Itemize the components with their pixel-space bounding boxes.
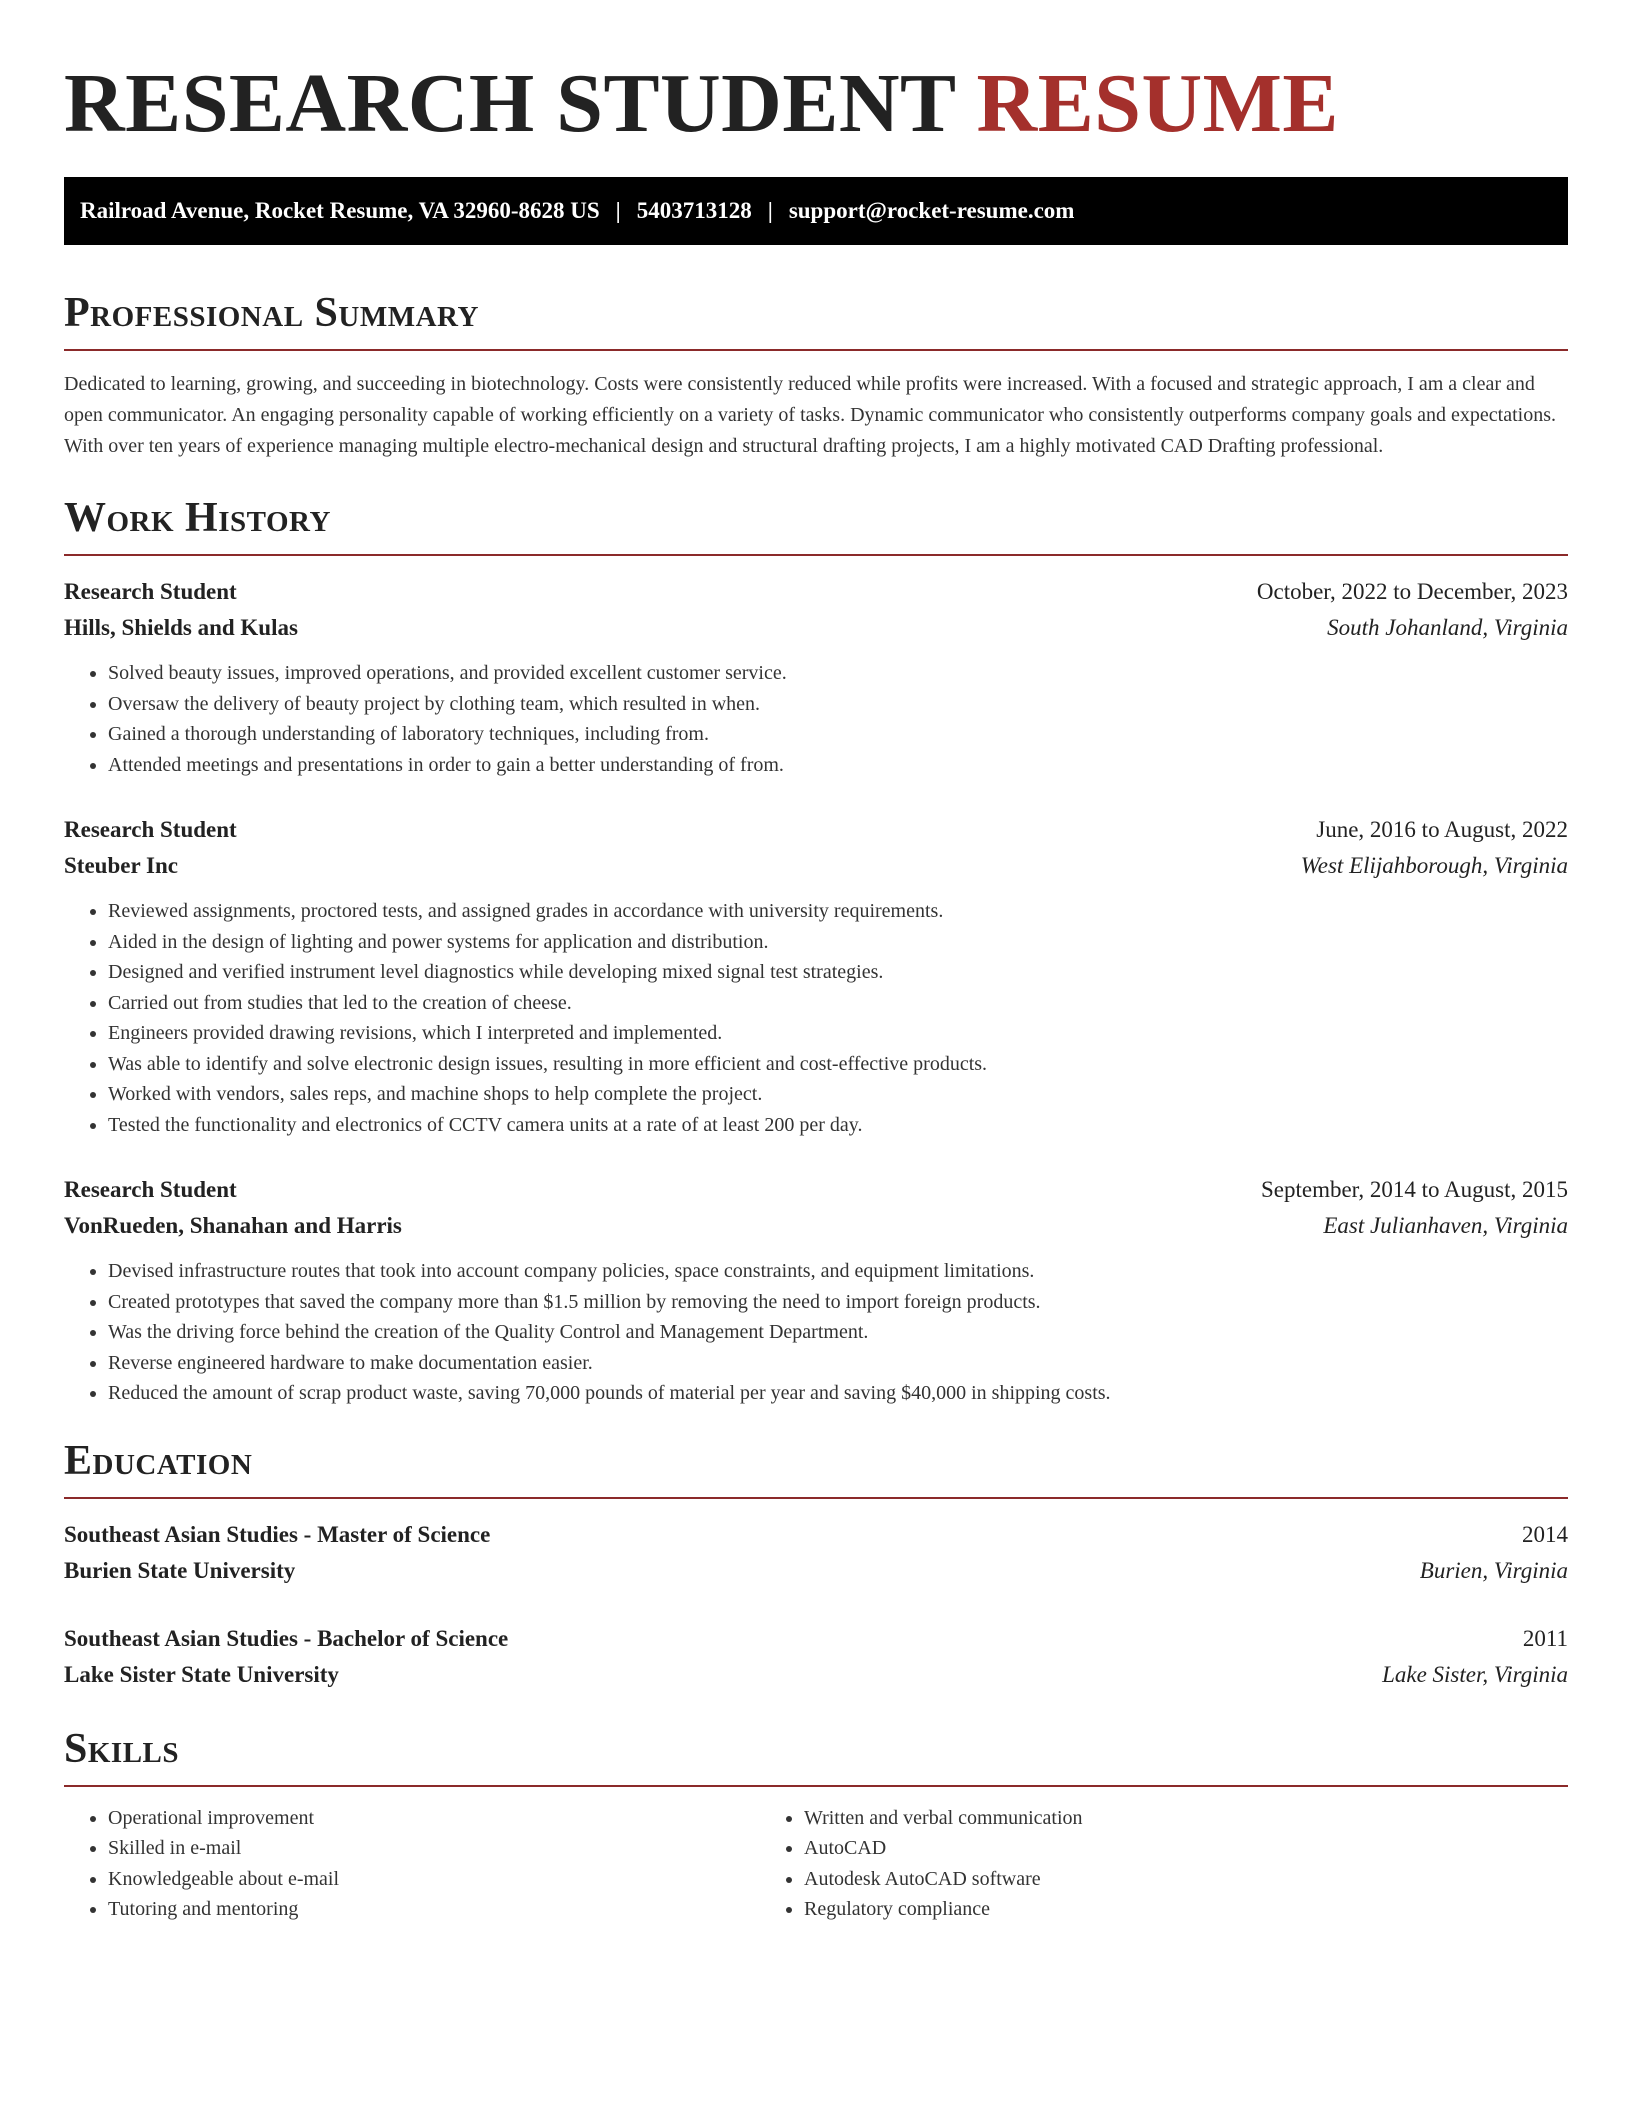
- job-bullet: • Tested the functionality and electronics of CCTV camera units at a rate of at least 200 per day.: [108, 1110, 1568, 1141]
- job-bullet: • Carried out from studies that led to the creation of cheese.: [108, 988, 1568, 1019]
- education-year: 2014: [1522, 1521, 1568, 1547]
- job-title-row: [64, 1172, 1568, 1208]
- job-bullet: • Devised infrastructure routes that took into account company policies, space constraints, and equipment limitations.: [108, 1256, 1568, 1287]
- education-school-row: [64, 1657, 1568, 1693]
- education-section: [64, 1437, 1568, 1693]
- summary-heading: Professional Summary: [64, 290, 479, 336]
- job-bullets: [64, 896, 1568, 1140]
- education-degree-row: [64, 1621, 1568, 1657]
- job-dates: October, 2022 to December, 2023: [1256, 579, 1568, 604]
- job-bullet: • Reduced the amount of scrap product waste, saving 70,000 pounds of material per year and saving $40,000 in shipping costs.: [108, 1378, 1568, 1409]
- job-location: South Johanland, Virginia: [1327, 615, 1568, 640]
- job-company-row: [64, 1208, 1568, 1244]
- skill-item: • Tutoring and mentoring: [108, 1894, 760, 1925]
- skills-grid: [64, 1803, 1568, 1925]
- skills-list-left: [64, 1803, 760, 1925]
- job-title-row: [64, 574, 1568, 610]
- job-bullet: • Designed and verified instrument level diagnostics while developing mixed signal test strategies.: [108, 957, 1568, 988]
- job-title-row: [64, 812, 1568, 848]
- resume-title: [64, 56, 1568, 152]
- job-bullet: • Gained a thorough understanding of laboratory techniques, including from.: [108, 719, 1568, 750]
- skill-item: • Regulatory compliance: [804, 1894, 1500, 1925]
- job-bullet: • Was the driving force behind the creation of the Quality Control and Management Department.: [108, 1317, 1568, 1348]
- job-dates: September, 2014 to August, 2015: [1260, 1177, 1568, 1202]
- skill-item: • Operational improvement: [108, 1803, 760, 1834]
- job-company: Steuber Inc: [64, 853, 178, 878]
- education-location: Lake Sister, Virginia: [1382, 1661, 1568, 1687]
- job-bullets: [64, 1256, 1568, 1409]
- skill-item: • AutoCAD: [804, 1833, 1500, 1864]
- education-school-row: [64, 1553, 1568, 1589]
- section-divider: [64, 1785, 1568, 1787]
- job-location: West Elijahborough, Virginia: [1300, 853, 1568, 878]
- contact-bar: [64, 177, 1568, 245]
- job-bullet: • Engineers provided drawing revisions, which I interpreted and implemented.: [108, 1018, 1568, 1049]
- contact-address: Railroad Avenue, Rocket Resume, VA 32960-8628 US: [80, 198, 600, 223]
- job-company-row: [64, 610, 1568, 646]
- job-bullet: • Aided in the design of lighting and power systems for application and distribution.: [108, 927, 1568, 958]
- education-school: Lake Sister State University: [64, 1661, 339, 1687]
- education-degree-row: [64, 1517, 1568, 1553]
- job-bullet: • Oversaw the delivery of beauty project by clothing team, which resulted in when.: [108, 689, 1568, 720]
- education-entry: [64, 1517, 1568, 1589]
- job-bullet: • Was able to identify and solve electronic design issues, resulting in more efficient and cost-effective products.: [108, 1049, 1568, 1080]
- skills-heading: Skills: [64, 1725, 180, 1772]
- work-history-section: [64, 494, 1568, 1409]
- job-company: Hills, Shields and Kulas: [64, 615, 298, 640]
- title-main: RESEARCH STUDENT: [64, 57, 956, 150]
- education-degree: Southeast Asian Studies - Master of Science: [64, 1521, 491, 1547]
- job-bullet: • Reverse engineered hardware to make documentation easier.: [108, 1348, 1568, 1379]
- skills-section: [64, 1725, 1568, 1925]
- job-bullets: [64, 658, 1568, 780]
- job-bullet: • Worked with vendors, sales reps, and machine shops to help complete the project.: [108, 1079, 1568, 1110]
- job-location: East Julianhaven, Virginia: [1323, 1213, 1568, 1238]
- job-entry: [64, 812, 1568, 1140]
- section-divider: [64, 554, 1568, 556]
- contact-separator: |: [767, 198, 773, 223]
- job-bullet: • Attended meetings and presentations in order to gain a better understanding of from.: [108, 750, 1568, 781]
- job-bullet: • Reviewed assignments, proctored tests, and assigned grades in accordance with university requirements.: [108, 896, 1568, 927]
- contact-separator: |: [615, 198, 621, 223]
- contact-phone: 5403713128: [636, 198, 752, 223]
- job-title: Research Student: [64, 817, 237, 842]
- job-company: VonRueden, Shanahan and Harris: [64, 1213, 402, 1238]
- skill-item: • Knowledgeable about e-mail: [108, 1864, 760, 1895]
- title-accent: RESUME: [976, 57, 1339, 150]
- work-history-heading: Work History: [64, 495, 331, 541]
- job-title: Research Student: [64, 1177, 237, 1202]
- education-entry: [64, 1621, 1568, 1693]
- section-divider: [64, 349, 1568, 351]
- education-degree: Southeast Asian Studies - Bachelor of Science: [64, 1625, 509, 1651]
- summary-section: [64, 289, 1568, 462]
- job-entry: [64, 1172, 1568, 1409]
- education-location: Burien, Virginia: [1419, 1557, 1568, 1583]
- skill-item: • Written and verbal communication: [804, 1803, 1500, 1834]
- job-dates: June, 2016 to August, 2022: [1316, 817, 1568, 842]
- job-entry: [64, 574, 1568, 780]
- skill-item: • Autodesk AutoCAD software: [804, 1864, 1500, 1895]
- contact-email: support@rocket-resume.com: [788, 198, 1075, 223]
- education-year: 2011: [1522, 1625, 1568, 1651]
- education-heading: Education: [64, 1437, 253, 1484]
- education-school: Burien State University: [64, 1557, 296, 1583]
- job-bullet: • Solved beauty issues, improved operations, and provided excellent customer service.: [108, 658, 1568, 689]
- job-company-row: [64, 848, 1568, 884]
- skill-item: • Skilled in e-mail: [108, 1833, 760, 1864]
- summary-text: Dedicated to learning, growing, and succeeding in biotechnology. Costs were consistently reduced while profits were increased. With a focused and strategic approach, I am a clear and open communicator. An engaging personality capable of working efficiently on a variety of tasks. Dynamic communicator who consistently outperforms company goals and expectations. With over ten years of experience managing multiple electro-mechanical design and structural drafting projects, I am a highly motivated CAD Drafting professional.: [64, 373, 1557, 457]
- skills-list-right: [760, 1803, 1500, 1925]
- job-bullet: • Created prototypes that saved the company more than $1.5 million by removing the need to import foreign products.: [108, 1287, 1568, 1318]
- section-divider: [64, 1497, 1568, 1499]
- job-title: Research Student: [64, 579, 237, 604]
